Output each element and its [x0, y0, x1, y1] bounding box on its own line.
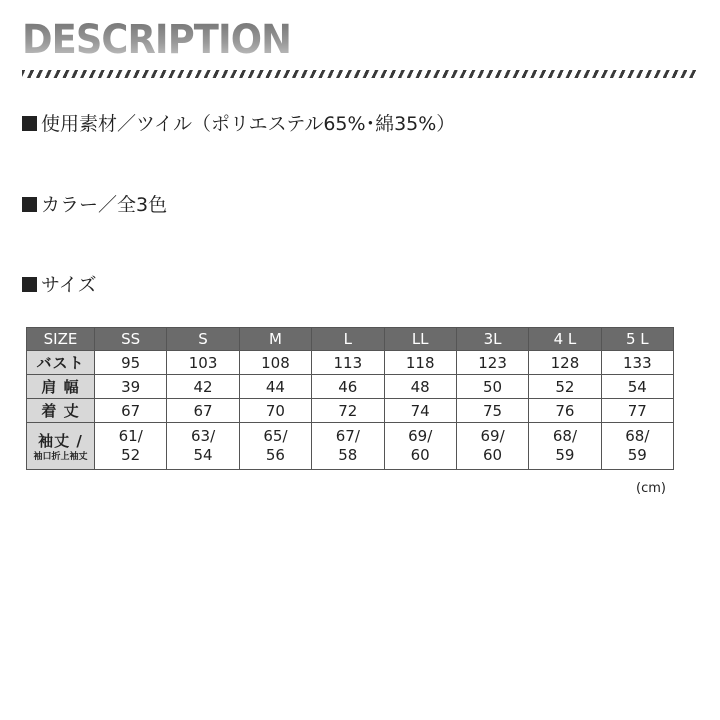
table-row-bust — [27, 351, 674, 375]
sleeve-value: 69/ — [480, 427, 505, 445]
sleeve-sub-label: 袖口折上袖丈 — [33, 451, 88, 462]
material-line — [22, 112, 455, 136]
bullet-square-icon — [22, 277, 37, 292]
table-cell: 50 — [456, 375, 528, 399]
sleeve-value: 68/ — [552, 427, 577, 445]
table-cell — [384, 423, 456, 470]
table-cell — [456, 423, 528, 470]
sleeve-value: 67/ — [335, 427, 360, 445]
row-label — [27, 423, 95, 470]
size-table-header-row — [27, 328, 674, 351]
table-cell — [312, 423, 384, 470]
color-text: カラー／全3色 — [41, 194, 168, 216]
sleeve-label: 袖丈 / — [38, 431, 83, 450]
row-label: 着 丈 — [27, 399, 95, 423]
table-cell: 74 — [384, 399, 456, 423]
folded-sleeve-value: 58 — [338, 446, 358, 464]
table-cell: 46 — [312, 375, 384, 399]
size-heading-text: サイズ — [41, 274, 97, 296]
folded-sleeve-value: 60 — [410, 446, 430, 464]
table-cell: 70 — [239, 399, 311, 423]
size-table — [26, 327, 674, 470]
table-row-sleeve — [27, 423, 674, 470]
table-cell: 103 — [167, 351, 239, 375]
table-cell: 95 — [95, 351, 167, 375]
size-heading-line — [22, 273, 96, 297]
material-text: 使用素材／ツイル（ポリエステル65%･綿35%） — [41, 113, 456, 135]
table-cell: 133 — [601, 351, 673, 375]
table-cell: 118 — [384, 351, 456, 375]
table-cell: 108 — [239, 351, 311, 375]
sleeve-value: 69/ — [408, 427, 433, 445]
table-header-cell: SIZE — [27, 328, 95, 351]
table-row-length — [27, 399, 674, 423]
bullet-square-icon — [22, 116, 37, 131]
folded-sleeve-value: 60 — [483, 446, 503, 464]
table-cell: 67 — [167, 399, 239, 423]
table-cell: 44 — [239, 375, 311, 399]
row-label: バスト — [27, 351, 95, 375]
table-cell — [95, 423, 167, 470]
table-header-cell: SS — [95, 328, 167, 351]
folded-sleeve-value: 59 — [555, 446, 575, 464]
folded-sleeve-value: 56 — [265, 446, 285, 464]
color-line — [22, 193, 167, 217]
table-header-cell: 3L — [456, 328, 528, 351]
table-cell — [601, 423, 673, 470]
table-header-cell: M — [239, 328, 311, 351]
row-label: 肩 幅 — [27, 375, 95, 399]
table-cell: 54 — [601, 375, 673, 399]
table-cell: 72 — [312, 399, 384, 423]
table-cell — [239, 423, 311, 470]
sleeve-value: 63/ — [190, 427, 216, 445]
title-divider-stripe — [22, 70, 698, 78]
table-cell: 76 — [529, 399, 601, 423]
table-header-cell: S — [167, 328, 239, 351]
table-cell: 75 — [456, 399, 528, 423]
bullet-square-icon — [22, 197, 37, 212]
table-cell: 39 — [95, 375, 167, 399]
table-cell: 42 — [167, 375, 239, 399]
table-header-cell: LL — [384, 328, 456, 351]
folded-sleeve-value: 54 — [193, 446, 213, 464]
table-cell: 128 — [529, 351, 601, 375]
table-cell: 67 — [95, 399, 167, 423]
sleeve-value: 68/ — [625, 427, 650, 445]
folded-sleeve-value: 52 — [121, 446, 141, 464]
table-cell: 77 — [601, 399, 673, 423]
table-cell: 52 — [529, 375, 601, 399]
table-header-cell: 5 L — [601, 328, 673, 351]
unit-label: (cm) — [636, 481, 666, 496]
page-title: DESCRIPTION — [22, 14, 291, 66]
table-header-cell: L — [312, 328, 384, 351]
sleeve-value: 61/ — [118, 427, 143, 445]
table-header-cell: 4 L — [529, 328, 601, 351]
table-row-shoulder — [27, 375, 674, 399]
table-cell — [529, 423, 601, 470]
table-cell — [167, 423, 239, 470]
table-cell: 123 — [456, 351, 528, 375]
sleeve-value: 65/ — [263, 427, 288, 445]
folded-sleeve-value: 59 — [627, 446, 647, 464]
table-cell: 48 — [384, 375, 456, 399]
table-cell: 113 — [312, 351, 384, 375]
